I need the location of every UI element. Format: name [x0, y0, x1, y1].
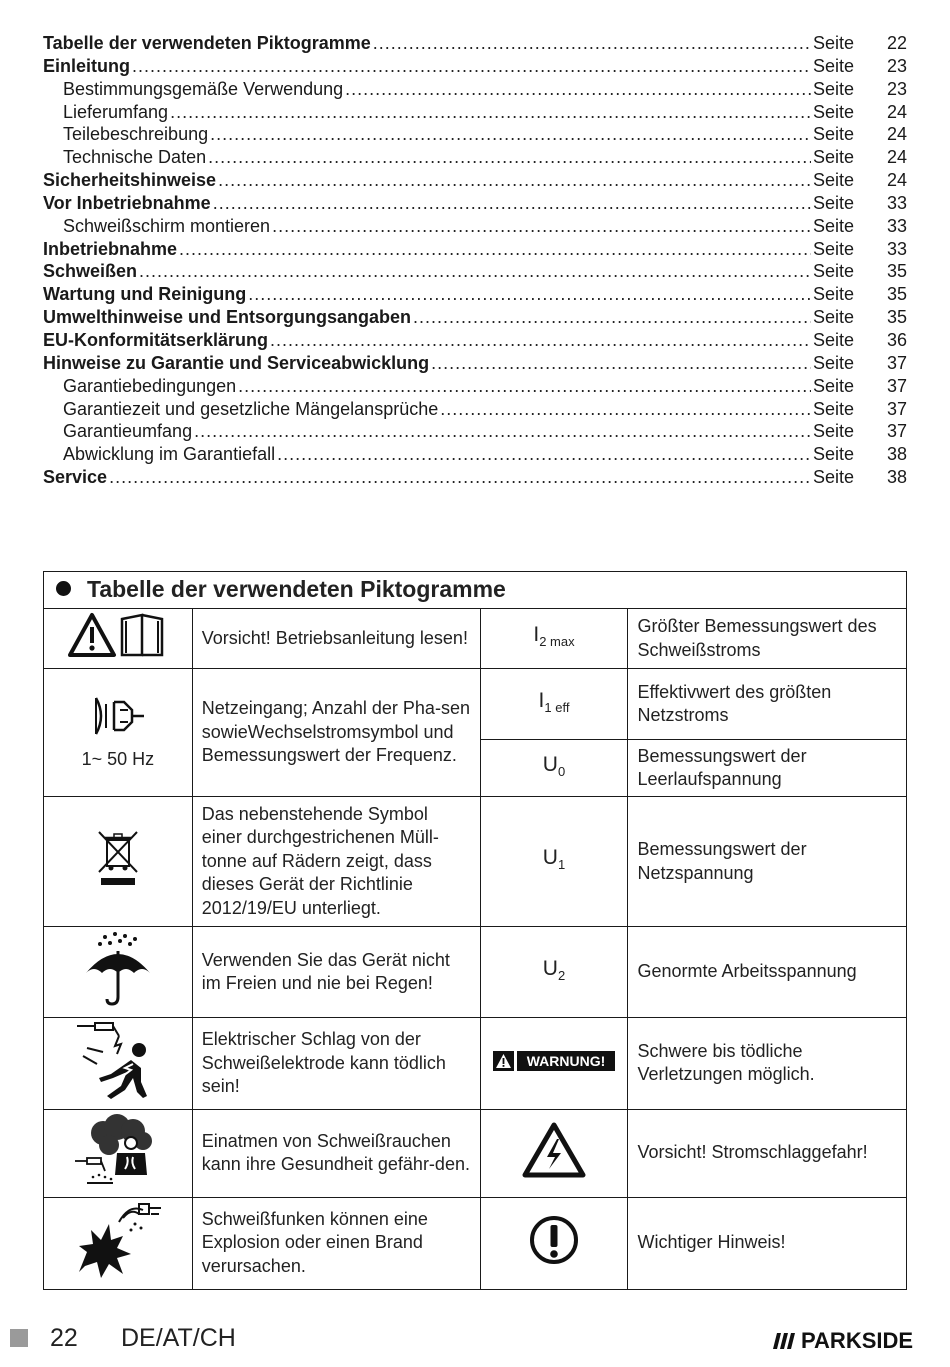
- toc-entry-page: 24: [886, 124, 907, 145]
- manual-warning-icon-cell: [44, 609, 193, 669]
- sparks-icon-cell: [44, 1197, 193, 1289]
- toc-entry: [43, 123, 907, 146]
- fumes-icon-cell: [44, 1109, 193, 1197]
- power-plug-icon: [88, 694, 148, 738]
- toc-leader-dots: [179, 238, 811, 260]
- i2max-description: Größter Bemessungswert des Schweißstroms: [628, 609, 907, 669]
- toc-entry: [43, 101, 907, 124]
- toc-entry-seite: Seite: [813, 101, 855, 122]
- toc-entry-seite: Seite: [813, 215, 855, 236]
- toc-entry: [43, 146, 907, 169]
- toc-entry-page: 35: [886, 284, 907, 305]
- manual-warning-text: Vorsicht! Betriebsanleitung lesen!: [192, 609, 480, 669]
- toc-entry: [43, 329, 907, 352]
- toc-entry-title: Inbetriebnahme: [43, 238, 178, 259]
- toc-entry: [43, 169, 907, 192]
- i1eff-symbol: $I_{1 eff}$: [480, 669, 628, 740]
- toc-leader-dots: [238, 375, 811, 397]
- u1-symbol: $U_1$: [480, 797, 628, 927]
- electric-shock-text: Elektrischer Schlag von der Schweißelektrode kann tödlich sein!: [192, 1018, 480, 1110]
- brand-logo: [773, 1328, 913, 1354]
- toc-entry-seite: Seite: [813, 261, 855, 282]
- toc-entry-page: 33: [886, 192, 907, 213]
- weee-text: Das nebenstehende Symbol einer durchgestrichenen Müll-tonne auf Rädern zeigt, dass dieses Gerät der Richtlinie 2012/19/EU unterliegt.: [192, 797, 480, 927]
- toc-entry-page: 23: [886, 78, 907, 99]
- toc-entry: [43, 375, 907, 398]
- toc-entry-page: 36: [886, 329, 907, 350]
- warnung-label-text: WARNUNG!: [526, 1052, 606, 1069]
- toc-entry: [43, 260, 907, 283]
- electrode-shock-icon: [73, 1020, 163, 1100]
- toc-entry-title: Einleitung: [43, 55, 130, 76]
- high-voltage-description: Vorsicht! Stromschlaggefahr!: [628, 1109, 907, 1197]
- u0-description: Bemessungswert der Leerlaufspannung: [628, 740, 907, 797]
- toc-entry-title: Schweißen: [43, 261, 138, 282]
- toc-leader-dots: [210, 123, 811, 145]
- power-input-icon-cell: [44, 669, 193, 797]
- toc-entry-seite: Seite: [813, 284, 855, 305]
- rain-text: Verwenden Sie das Gerät nicht im Freien und nie bei Regen!: [192, 927, 480, 1018]
- toc-entry: [43, 283, 907, 306]
- explosion-sparks-icon: [73, 1200, 163, 1280]
- toc-entry: [43, 192, 907, 215]
- toc-entry-page: 24: [886, 101, 907, 122]
- table-of-contents: [43, 32, 907, 489]
- toc-entry: [43, 443, 907, 466]
- language-codes: DE/AT/CH: [121, 1324, 236, 1352]
- toc-entry-title: Tabelle der verwendeten Piktogramme: [43, 33, 371, 53]
- warnung-symbol-cell: [480, 1018, 628, 1110]
- toc-entry: [43, 420, 907, 443]
- toc-leader-dots: [272, 215, 811, 237]
- toc-entry-seite: Seite: [813, 467, 855, 488]
- bullet-icon: [56, 581, 71, 596]
- toc-entry-seite: Seite: [813, 238, 855, 259]
- u2-symbol: $U_2$: [480, 927, 628, 1018]
- toc-entry-page: 22: [886, 33, 907, 53]
- toc-entry-page: 33: [886, 238, 907, 259]
- toc-entry-page: 37: [886, 421, 907, 442]
- toc-entry-seite: Seite: [813, 398, 855, 419]
- toc-entry-page: 38: [886, 467, 907, 488]
- toc-leader-dots: [194, 420, 811, 442]
- toc-entry-page: 23: [886, 55, 907, 76]
- toc-entry: [43, 306, 907, 329]
- toc-entry: [43, 352, 907, 375]
- toc-entry: [43, 215, 907, 238]
- read-manual-icon: [68, 611, 168, 659]
- toc-entry-page: 37: [886, 352, 907, 373]
- i1eff-description: Effektivwert des größten Netzstroms: [628, 669, 907, 740]
- toc-leader-dots: [277, 443, 811, 465]
- toc-leader-dots: [248, 283, 811, 305]
- toc-entry-title: Garantiebedingungen: [63, 375, 237, 396]
- crossed-bin-icon: [96, 828, 140, 888]
- toc-entry-seite: Seite: [813, 375, 855, 396]
- toc-entry-page: 35: [886, 261, 907, 282]
- toc-entry: [43, 398, 907, 421]
- toc-entry-title: EU-Konformitätserklärung: [43, 329, 269, 350]
- toc-entry-title: Lieferumfang: [63, 101, 169, 122]
- toc-entry-seite: Seite: [813, 307, 855, 328]
- toc-entry-page: 33: [886, 215, 907, 236]
- toc-entry-page: 37: [886, 375, 907, 396]
- toc-entry-page: 37: [886, 398, 907, 419]
- u1-description: Bemessungswert der Netzspannung: [628, 797, 907, 927]
- toc-leader-dots: [139, 260, 811, 282]
- pictogram-table-heading: [44, 572, 907, 609]
- toc-entry-title: Umwelthinweise und Entsorgungsangaben: [43, 307, 412, 328]
- toc-leader-dots: [213, 192, 811, 214]
- toc-entry-title: Schweißschirm montieren: [63, 215, 271, 236]
- toc-entry: [43, 32, 907, 55]
- footer-marker: [10, 1329, 28, 1347]
- toc-entry-page: 35: [886, 307, 907, 328]
- brand-name: PARKSIDE: [801, 1328, 914, 1353]
- toc-entry-title: Garantiezeit und gesetzliche Mängelansprüche: [63, 398, 439, 419]
- toc-entry-title: Wartung und Reinigung: [43, 284, 247, 305]
- toc-entry-title: Vor Inbetriebnahme: [43, 192, 211, 213]
- toc-entry-seite: Seite: [813, 444, 855, 465]
- power-input-text: Netzeingang; Anzahl der Pha-sen sowieWechselstromsymbol und Bemessungswert der Frequenz.: [192, 669, 480, 797]
- toc-entry-page: 24: [886, 170, 907, 191]
- toc-entry-title: Technische Daten: [63, 147, 207, 168]
- warnung-description: Schwere bis tödliche Verletzungen möglich.: [628, 1018, 907, 1110]
- umbrella-rain-icon: [83, 931, 153, 1007]
- toc-entry-seite: Seite: [813, 352, 855, 373]
- toc-entry-page: 38: [886, 444, 907, 465]
- toc-entry: [43, 55, 907, 78]
- rain-icon-cell: [44, 927, 193, 1018]
- fumes-text: Einatmen von Schweißrauchen kann ihre Gesundheit gefähr-den.: [192, 1109, 480, 1197]
- toc-leader-dots: [170, 101, 811, 123]
- page-number: 22: [50, 1324, 78, 1352]
- toc-entry-seite: Seite: [813, 124, 855, 145]
- toc-entry-seite: Seite: [813, 170, 855, 191]
- toc-leader-dots: [413, 306, 811, 328]
- i2max-symbol: $I_{2 max}$: [480, 609, 628, 669]
- toc-leader-dots: [270, 329, 811, 351]
- frequency-label: 1~ 50 Hz: [81, 749, 155, 769]
- toc-entry-title: Abwicklung im Garantiefall: [63, 444, 276, 465]
- toc-entry: [43, 78, 907, 101]
- toc-entry-seite: Seite: [813, 78, 855, 99]
- toc-entry-seite: Seite: [813, 33, 855, 53]
- electric-shock-icon-cell: [44, 1018, 193, 1110]
- toc-entry: [43, 466, 907, 489]
- toc-entry: [43, 238, 907, 261]
- weee-icon-cell: [44, 797, 193, 927]
- toc-leader-dots: [440, 398, 811, 420]
- toc-entry-page: 24: [886, 147, 907, 168]
- toc-entry-seite: Seite: [813, 192, 855, 213]
- important-note-description: Wichtiger Hinweis!: [628, 1197, 907, 1289]
- u2-description: Genormte Arbeitsspannung: [628, 927, 907, 1018]
- toc-leader-dots: [218, 169, 811, 191]
- toc-entry-title: Sicherheitshinweise: [43, 170, 217, 191]
- pictogram-heading-text: Tabelle der verwendeten Piktogramme: [87, 576, 506, 603]
- welding-fumes-icon: [73, 1113, 163, 1187]
- high-voltage-warning-icon: [521, 1121, 587, 1179]
- brand-stripes-icon: [773, 1333, 795, 1349]
- toc-entry-seite: Seite: [813, 421, 855, 442]
- toc-leader-dots: [431, 352, 811, 374]
- toc-entry-seite: Seite: [813, 147, 855, 168]
- toc-leader-dots: [208, 146, 811, 168]
- u0-symbol: $U_0$: [480, 740, 628, 797]
- toc-entry-title: Teilebeschreibung: [63, 124, 209, 145]
- exclamation-circle-icon: [528, 1214, 580, 1266]
- toc-leader-dots: [132, 55, 811, 77]
- toc-entry-seite: Seite: [813, 329, 855, 350]
- toc-entry-title: Service: [43, 467, 108, 488]
- pictogram-table: [43, 571, 907, 1290]
- toc-entry-seite: Seite: [813, 55, 855, 76]
- high-voltage-symbol-cell: [480, 1109, 628, 1197]
- sparks-text: Schweißfunken können eine Explosion oder einen Brand verursachen.: [192, 1197, 480, 1289]
- warnung-label-icon: [492, 1050, 616, 1072]
- toc-entry-title: Hinweise zu Garantie und Serviceabwicklung: [43, 352, 430, 373]
- toc-entry-title: Garantieumfang: [63, 421, 193, 442]
- toc-leader-dots: [345, 78, 811, 100]
- important-note-symbol-cell: [480, 1197, 628, 1289]
- toc-leader-dots: [373, 32, 811, 54]
- toc-leader-dots: [109, 466, 811, 488]
- toc-entry-title: Bestimmungsgemäße Verwendung: [63, 78, 344, 99]
